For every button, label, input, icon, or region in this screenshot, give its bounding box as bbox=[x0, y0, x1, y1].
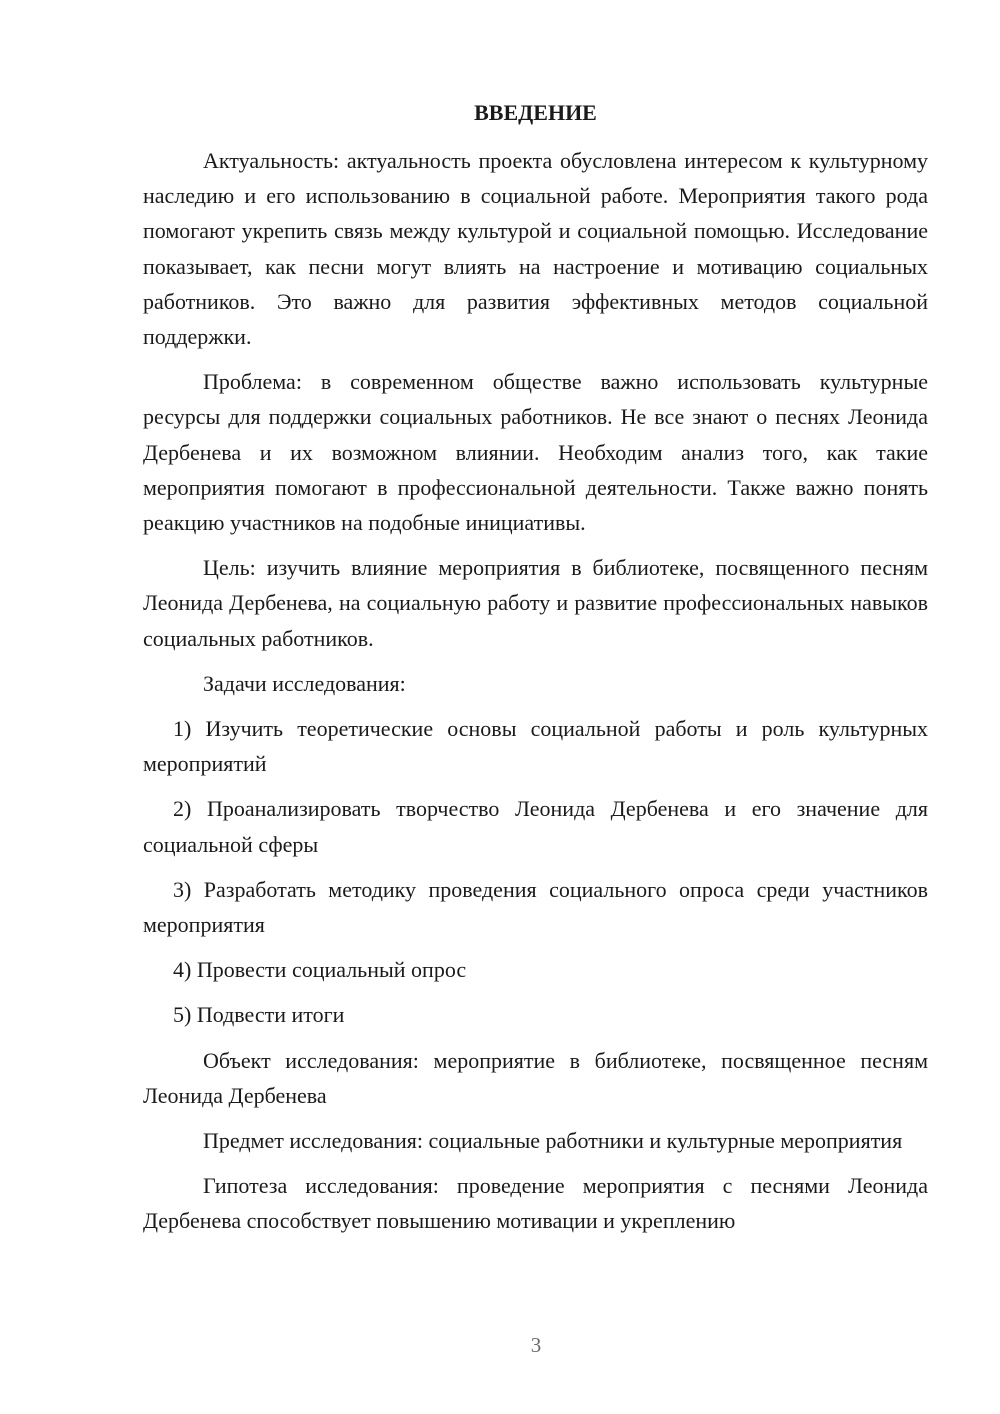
paragraph-tasks-heading: Задачи исследования: bbox=[203, 670, 406, 696]
paragraph-subject: Предмет исследования: социальные работники и культурные мероприятия bbox=[203, 1128, 903, 1154]
paragraph-relevance: Актуальность: актуальность проекта обусловлена интересом к культурному наследию и его использованию в социальной работе. Мероприятия такого рода помогают укрепить связь между культурой и социальной помощью. Исследование показывает, как песни могут влиять на настроение и мотивацию социальных работников. Это важно для развития эффективных методов социальной поддержки. bbox=[143, 148, 928, 350]
task-item: 3) Разработать методику проведения социального опроса среди участников мероприятия bbox=[143, 876, 928, 938]
paragraph-problem: Проблема: в современном обществе важно использовать культурные ресурсы для поддержки социальных работников. Не все знают о песнях Леонида Дербенева и их возможном влиянии. Необходим анализ того, как такие мероприятия помогают в профессиональной деятельности. Также важно понять реакцию участников на подобные инициативы. bbox=[143, 369, 928, 536]
page-number: 3 bbox=[530, 1333, 542, 1357]
task-item: 1) Изучить теоретические основы социальной работы и роль культурных мероприятий bbox=[143, 716, 928, 777]
page-heading: ВВЕДЕНИЕ bbox=[474, 100, 597, 125]
paragraph-hypothesis: Гипотеза исследования: проведение мероприятия с песнями Леонида Дербенева способствует повышению мотивации и укреплению bbox=[143, 1173, 928, 1234]
paragraph-object: Объект исследования: мероприятие в библиотеке, посвященное песням Леонида Дербенева bbox=[143, 1047, 928, 1108]
task-item: 5) Подвести итоги bbox=[173, 1002, 345, 1028]
page-content bbox=[143, 95, 928, 1249]
task-item: 4) Провести социальный опрос bbox=[173, 957, 467, 983]
paragraph-goal: Цель: изучить влияние мероприятия в библиотеке, посвященного песням Леонида Дербенева, на социальную работу и развитие профессиональных навыков социальных работников. bbox=[143, 555, 928, 651]
task-item: 2) Проанализировать творчество Леонида Дербенева и его значение для социальной сферы bbox=[143, 796, 928, 857]
